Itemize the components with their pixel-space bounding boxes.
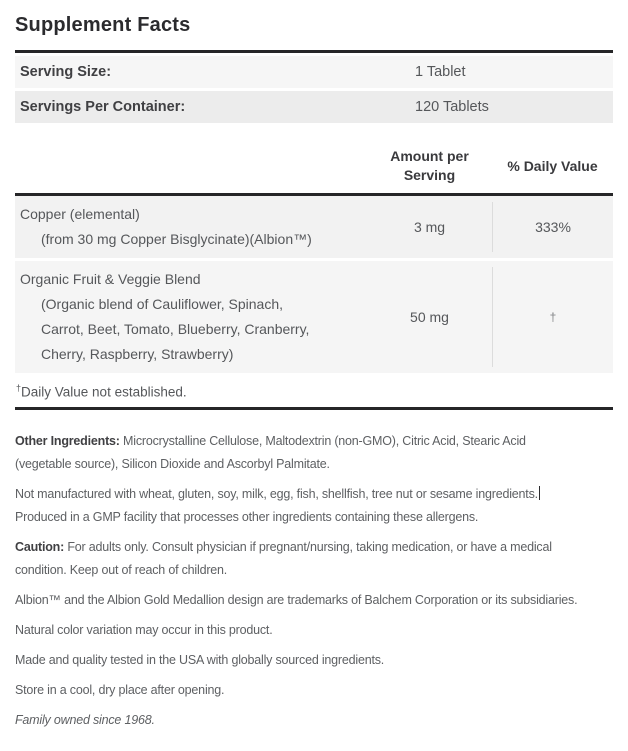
daily-value-footnote: †Daily Value not established. xyxy=(16,383,187,400)
other-ingredients-lead: Other Ingredients: xyxy=(15,433,120,448)
nutrient-detail: Cherry, Raspberry, Strawberry) xyxy=(41,346,234,362)
caution-paragraph: Caution: For adults only. Consult physician if pregnant/nursing, taking medication, or have a medical condition. Keep out of reach of children. xyxy=(15,539,552,577)
nutrient-detail: (Organic blend of Cauliflower, Spinach, xyxy=(41,296,284,312)
nutrient-name-cell xyxy=(15,267,367,367)
thick-rule-bottom xyxy=(15,407,613,410)
nutrient-name: Copper (elemental) xyxy=(20,206,140,222)
storage-paragraph: Store in a cool, dry place after opening. xyxy=(15,682,225,697)
table-row-fruit-veggie-blend xyxy=(15,261,613,373)
table-row-copper xyxy=(15,196,613,258)
servings-per-container-value: 120 Tablets xyxy=(415,99,489,115)
text-caret xyxy=(539,486,541,500)
other-ingredients-paragraph: Other Ingredients: Microcrystalline Cellulose, Maltodextrin (non-GMO), Citric Acid, Stearic Acid (vegetable source), Silicon Dioxide and Ascorbyl Palmitate. xyxy=(15,433,526,471)
header-spacer xyxy=(15,147,367,185)
servings-per-container-label: Servings Per Container: xyxy=(20,99,186,115)
nutrient-detail: Carrot, Beet, Tomato, Blueberry, Cranberry, xyxy=(41,321,310,337)
dagger-symbol: † xyxy=(16,383,22,393)
supplement-facts-label xyxy=(15,13,613,732)
serving-size-label: Serving Size: xyxy=(20,64,112,80)
family-owned-paragraph: Family owned since 1968. xyxy=(15,712,155,727)
label-paragraphs xyxy=(15,430,613,732)
serving-size-row xyxy=(15,56,613,88)
nutrient-name-cell xyxy=(15,202,367,252)
amount-value: 50 mg xyxy=(410,309,449,325)
daily-value-header: % Daily Value xyxy=(507,157,598,174)
made-in-usa-paragraph: Made and quality tested in the USA with globally sourced ingredients. xyxy=(15,652,385,667)
amount-per-serving-header: Amount per Serving xyxy=(390,148,469,183)
color-variation-paragraph: Natural color variation may occur in this product. xyxy=(15,622,273,637)
table-header-row xyxy=(15,147,613,185)
daily-value: 333% xyxy=(492,202,613,252)
nutrient-name: Organic Fruit & Veggie Blend xyxy=(20,271,201,287)
caution-lead: Caution: xyxy=(15,539,65,554)
amount-value: 3 mg xyxy=(413,219,446,235)
facts-title: Supplement Facts xyxy=(15,14,191,36)
daily-value: † xyxy=(492,267,613,367)
servings-per-container-row xyxy=(15,91,613,123)
serving-size-value: 1 Tablet xyxy=(415,64,466,80)
allergen-paragraph: Not manufactured with wheat, gluten, soy, milk, egg, fish, shellfish, tree nut or sesame ingredients. Produced in a GMP facility that processes other ingredients containing these allergens. xyxy=(15,483,613,529)
thick-rule-top xyxy=(15,50,613,53)
nutrient-detail: (from 30 mg Copper Bisglycinate)(Albion™) xyxy=(41,231,312,247)
trademark-paragraph: Albion™ and the Albion Gold Medallion design are trademarks of Balchem Corporation or its subsidiaries. xyxy=(15,592,578,607)
